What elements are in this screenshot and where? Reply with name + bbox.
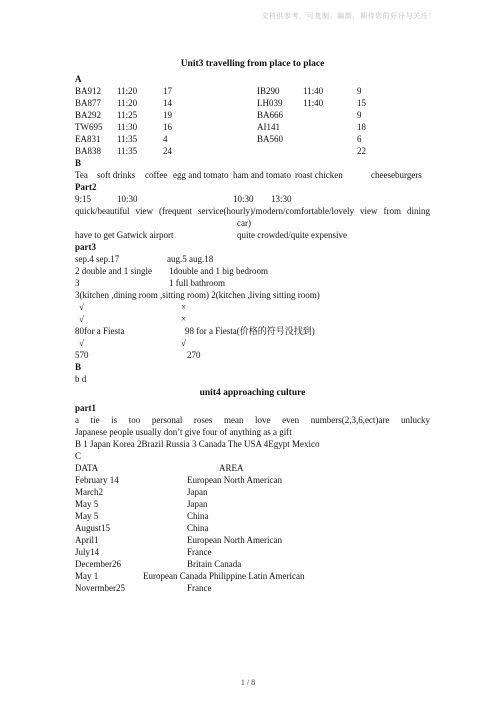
flight-cell: 11:30 — [117, 122, 138, 132]
flight-cell: EA831 — [75, 134, 101, 144]
flight-row — [75, 109, 430, 121]
area-cell: China — [187, 523, 209, 533]
flight-cell: 11:35 — [117, 146, 138, 156]
flight-cell: BA560 — [257, 134, 284, 144]
flight-cell: BA912 — [75, 86, 102, 96]
date-cell: July14 — [75, 547, 100, 557]
part3-car: 80for a Fiesta 98 for a Fiesta(价格的符号没找到) — [75, 326, 315, 336]
flight-cell: BA292 — [75, 110, 102, 120]
area-cell: European Canada Philippine Latin American — [143, 571, 305, 581]
flight-cell: 6 — [357, 134, 362, 144]
section-b-answer: B 1 Japan Korea 2Brazil Russia 3 Canada The USA 4Egypt Mexico — [75, 439, 320, 449]
date-cell: March2 — [75, 487, 103, 497]
flight-cell: 16 — [163, 122, 172, 132]
flight-row — [75, 97, 430, 109]
section-a-label: A — [75, 74, 82, 84]
flight-cell: 9 — [357, 110, 362, 120]
food-item: egg and tomato — [173, 170, 229, 180]
part3-check-1: √ × — [79, 302, 187, 312]
table-row — [75, 546, 430, 558]
area-cell: France — [187, 583, 212, 593]
flight-cell: TW695 — [75, 122, 103, 132]
flight-cell: 17 — [163, 86, 172, 96]
area-cell: European North American — [187, 475, 282, 485]
food-item: coffee — [145, 170, 168, 180]
section-b-label: B — [75, 158, 82, 168]
flight-cell: 11:20 — [117, 86, 138, 96]
unit3-title: Unit3 travelling from place to place — [180, 59, 325, 69]
flight-cell: LH039 — [257, 98, 283, 108]
food-item: soft drinks — [97, 170, 136, 180]
flight-row — [75, 121, 430, 133]
part3-check-2: √ × — [79, 314, 187, 324]
part2-times: 9:15 10:30 10:30 13:30 — [75, 194, 292, 204]
holiday-table-header: DATA AREA — [75, 463, 244, 473]
part3-layout: 3(kitchen ,dining room ,sitting room) 2(kitchen ,living sitting room) — [75, 290, 320, 300]
flight-cell: BA877 — [75, 98, 102, 108]
flight-cell: IB290 — [257, 86, 280, 96]
area-cell: Britain Canada — [187, 559, 242, 569]
table-row — [75, 558, 430, 570]
flight-row — [75, 85, 430, 97]
food-item: roast chicken — [295, 170, 343, 180]
flight-cell: 11:25 — [117, 110, 138, 120]
flight-table — [75, 85, 430, 157]
part3-bathrooms: 3 1 full bathroom — [75, 278, 225, 288]
flight-cell: 22 — [357, 146, 366, 156]
flight-cell: 15 — [357, 98, 366, 108]
part2-answer-1-cont: car) — [237, 218, 251, 228]
date-cell: May 1 — [75, 571, 99, 581]
table-row — [75, 522, 430, 534]
flight-cell: 11:20 — [117, 98, 138, 108]
part3-label: part3 — [75, 242, 96, 252]
table-row — [75, 534, 430, 546]
area-cell: Japan — [187, 499, 208, 509]
watermark: 文档供参考，可复制、编制，期待您的好评与关注！ — [261, 12, 436, 20]
date-cell: December26 — [75, 559, 121, 569]
part1-label: part1 — [75, 403, 96, 413]
table-row — [75, 510, 430, 522]
table-row — [75, 582, 430, 594]
part3-price: 570 270 — [75, 350, 201, 360]
area-cell: France — [187, 547, 212, 557]
date-cell: Novermber25 — [75, 583, 125, 593]
flight-cell: 18 — [357, 122, 366, 132]
flight-cell: 4 — [163, 134, 168, 144]
part1-answer-1: a tie is too personal roses mean love even numbers(2,3,6,ect)are unlucky — [75, 415, 430, 425]
table-row — [75, 570, 430, 582]
part3-rooms: 2 double and 1 single 1double and 1 big bedroom — [75, 266, 268, 276]
date-cell: February 14 — [75, 475, 119, 485]
page-number: 1 / 8 — [240, 678, 256, 687]
date-cell: April1 — [75, 535, 99, 545]
food-list — [75, 169, 430, 181]
table-row — [75, 486, 430, 498]
flight-row — [75, 133, 430, 145]
unit4-title: unit4 approaching culture — [199, 388, 306, 398]
flight-cell: 19 — [163, 110, 172, 120]
table-row — [75, 498, 430, 510]
part2-answer-2: have to get Gatwick airport quite crowded/quite expensive — [75, 230, 347, 240]
flight-cell: 11:40 — [303, 98, 324, 108]
part3-dates: sep.4 sep.17 aug.5 aug.18 — [75, 254, 214, 264]
food-item: Tea — [75, 170, 88, 180]
area-cell: European North American — [187, 535, 282, 545]
flight-cell: BA838 — [75, 146, 102, 156]
document-content — [75, 58, 430, 594]
date-cell: May 5 — [75, 511, 99, 521]
part2-label: Part2 — [75, 182, 97, 192]
food-item: ham and tomato — [233, 170, 291, 180]
flight-cell: 24 — [163, 146, 172, 156]
flight-row — [75, 145, 430, 157]
flight-cell: 11:40 — [303, 86, 324, 96]
date-cell: May 5 — [75, 499, 99, 509]
flight-cell: AI141 — [257, 122, 280, 132]
food-item: cheeseburgers — [371, 170, 422, 180]
flight-cell: 9 — [357, 86, 362, 96]
holiday-table — [75, 474, 430, 594]
area-cell: China — [187, 511, 209, 521]
section-b2-answer: b d — [75, 374, 87, 384]
part3-check-3: √ √ — [79, 338, 186, 348]
flight-cell: BA666 — [257, 110, 284, 120]
flight-cell: 11:35 — [117, 134, 138, 144]
part2-answer-1: quick/beautiful view (frequent service(hourly)/modern/comfortable/lovely view from dining — [75, 206, 430, 216]
area-cell: Japan — [187, 487, 208, 497]
table-row — [75, 474, 430, 486]
part1-answer-2: Japanese people usually don’t give four of anything as a gift — [75, 427, 292, 437]
flight-cell: 14 — [163, 98, 172, 108]
section-c-label: C — [75, 451, 82, 461]
section-b2-label: B — [75, 362, 82, 372]
date-cell: August15 — [75, 523, 111, 533]
